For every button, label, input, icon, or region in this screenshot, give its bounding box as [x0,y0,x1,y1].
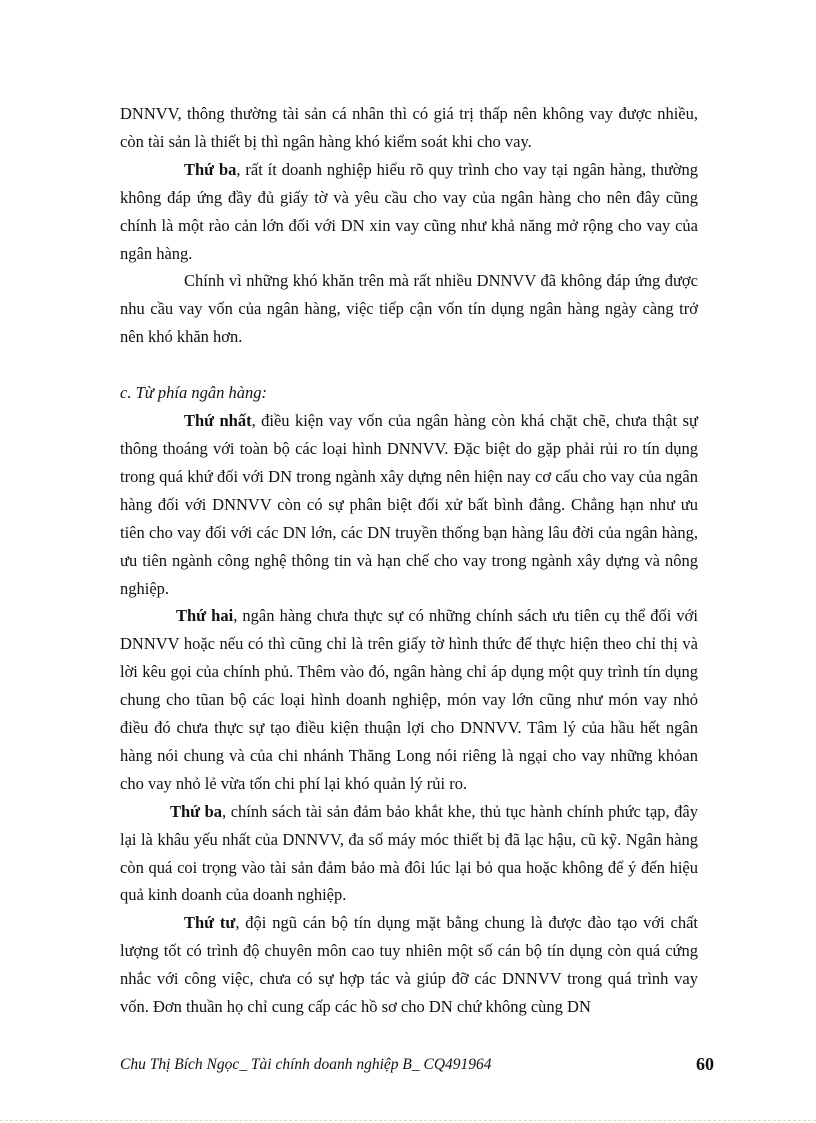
paragraph-continuation [120,100,698,156]
page-footer [120,1052,718,1082]
paragraph-text: Chính vì những khó khăn trên mà rất nhiều DNNVV đã không đáp ứng được nhu cầu vay vốn của ngân hàng, việc tiếp cận vốn tín dụng ngân hàng ngày càng trở nên khó khăn hơn. [120,271,698,347]
paragraph-text: , chính sách tài sản đảm bảo khắt khe, thủ tục hành chính phức tạp, đây lại là khâu yếu nhất của DNNVV, đa số máy móc thiết bị đã lạc hậu, cũ kỹ. Ngân hàng còn quá coi trọng vào tài sản đảm bảo mà đôi lúc lại bỏ qua hoặc không để ý đến hiệu quả kinh doanh của doanh nghiệp. [120,801,698,905]
paragraph-thu-tu [120,909,698,1021]
body-text [120,100,698,1021]
paragraph-conclusion [120,267,698,351]
bottom-divider [0,1120,816,1121]
paragraph-text: DNNVV, thông thường tài sản cá nhân thì có giá trị thấp nên không vay được nhiều, còn tài sản là thiết bị thì ngân hàng khó kiểm soát khi cho vay. [120,104,698,151]
section-heading: c. Từ phía ngân hàng: [120,383,267,403]
page-number: 60 [696,1054,714,1074]
paragraph-lead: Thứ tư [184,913,236,933]
paragraph-thu-ba-bank [120,798,698,910]
paragraph-thu-ba-borrower [120,156,698,268]
paragraph-text: , ngân hàng chưa thực sự có những chính sách ưu tiên cụ thể đối với DNNVV hoặc nếu có thì cũng chỉ là trên giấy tờ hình thức để thực hiện theo chỉ thị và lời kêu gọi của chính phủ. Thêm vào đó, ngân hàng chỉ áp dụng một quy trình tín dụng chung cho tũan bộ các loại hình doanh nghiệp, món vay lớn cũng như món vay nhỏ điều đó chưa thực sự tạo điều kiện thuận lợi cho DNNVV. Tâm lý của hầu hết ngân hàng nói chung và của chi nhánh Thăng Long nói riêng là ngại cho vay những khỏan cho vay nhỏ lẻ vừa tốn chi phí lại khó quản lý rủi ro. [120,606,698,793]
paragraph-text: , đội ngũ cán bộ tín dụng mặt bằng chung là được đào tạo với chất lượng tốt có trình độ chuyên môn cao tuy nhiên một số cán bộ tín dụng còn quá cứng nhắc với công việc, chưa có sự hợp tác và giúp đỡ các DNNVV trong quá trình vay vốn. Đơn thuần họ chỉ cung cấp các hồ sơ cho DN chứ không cùng DN [120,913,698,1017]
paragraph-lead: Thứ ba [170,801,223,821]
paragraph-lead: Thứ hai [176,606,234,626]
paragraph-thu-hai [120,602,698,797]
paragraph-lead: Thứ nhất [184,411,252,431]
paragraph-thu-nhat [120,407,698,602]
paragraph-text: , rất ít doanh nghiệp hiểu rõ quy trình cho vay tại ngân hàng, thường không đáp ứng đầy đủ giấy tờ và yêu cầu cho vay của ngân hàng cho nên đây cũng chính là một rào cản lớn đối với DN xin vay cũng như khả năng mở rộng cho vay của ngân hàng. [120,159,699,263]
paragraph-text: , điều kiện vay vốn của ngân hàng còn khá chặt chẽ, chưa thật sự thông thoáng với toàn bộ các loại hình DNNVV. Đặc biệt do gặp phải rủi ro tín dụng trong quá khứ đối với DN trong ngành xây dựng nên hiện nay cơ cấu cho vay của ngân hàng đối với DNNVV còn có sự phân biệt đối xử bất bình đẳng. Chẳng hạn như ưu tiên cho vay đối với các DN lớn, các DN truyền thống bạn hàng lâu đời của ngân hàng, ưu tiên ngành công nghệ thông tin và hạn chế cho vay trong ngành xây dựng và nông nghiệp. [120,411,698,598]
footer-author-line: Chu Thị Bích Ngọc_ Tài chính doanh nghiệp B_ CQ491964 [120,1056,492,1073]
paragraph-lead: Thứ ba [184,159,237,179]
